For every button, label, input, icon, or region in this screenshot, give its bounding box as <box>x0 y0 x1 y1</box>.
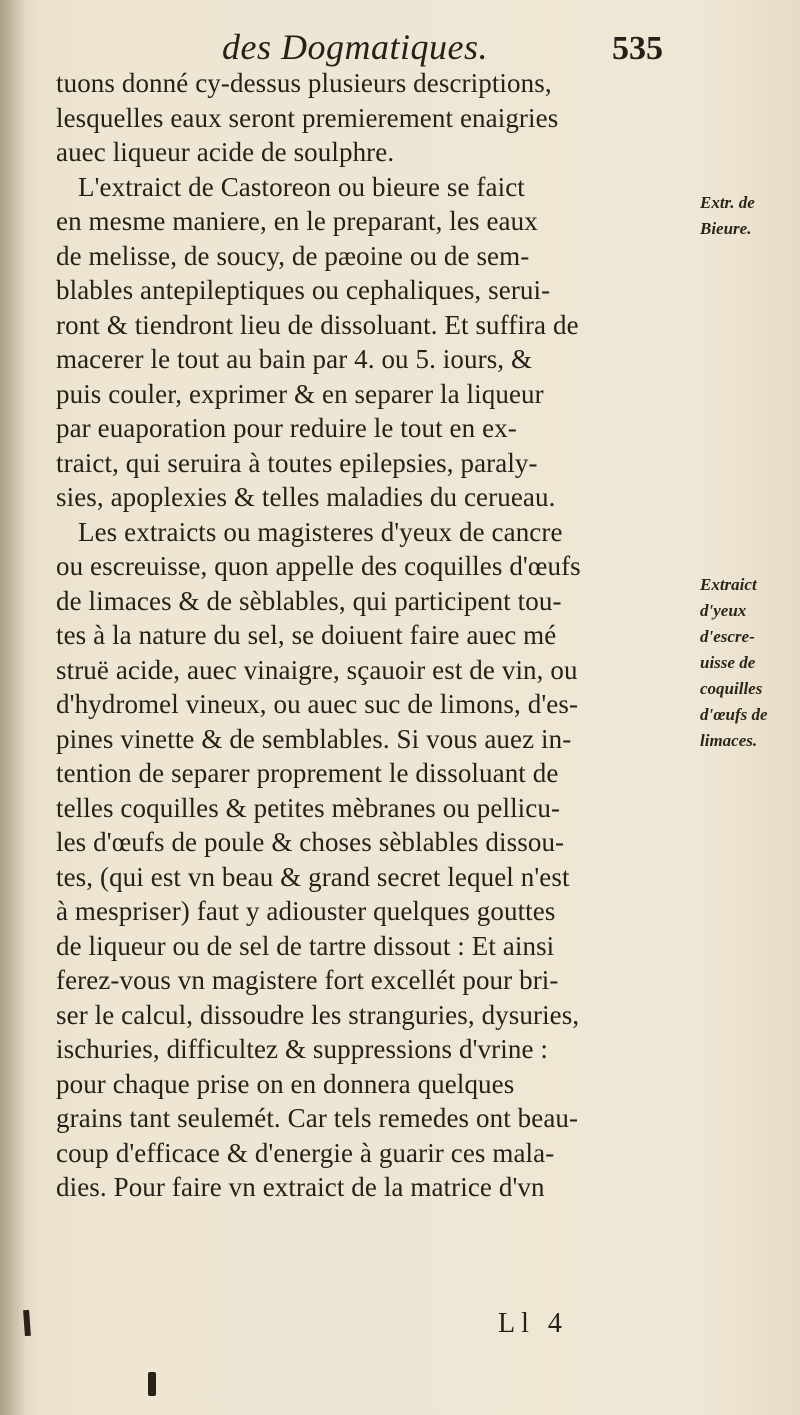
margin-note-line: Extr. de <box>700 193 755 212</box>
margin-note-line: d'escre- <box>700 627 755 646</box>
text-line: ferez-vous vn magistere fort excellét pour bri- <box>56 965 559 995</box>
text-line: tes, (qui est vn beau & grand secret lequel n'est <box>56 861 570 892</box>
text-line: d'hydromel vineux, ou auec suc de limons, d'es- <box>56 689 579 719</box>
margin-note-line: d'yeux <box>700 601 747 620</box>
text-line: macerer le tout au bain par 4. ou 5. iours, & <box>56 344 533 374</box>
text-line: à mespriser) faut y adiouster quelques gouttes <box>56 896 556 926</box>
margin-note-line: uisse de <box>700 653 756 672</box>
text-line: telles coquilles & petites mèbranes ou pellicu- <box>56 792 561 823</box>
margin-note-line: Extraict <box>700 575 757 594</box>
text-line: ischuries, difficultez & suppressions d'vrine : <box>56 1034 548 1064</box>
text-line: tention de separer proprement le dissoluant de <box>56 758 559 788</box>
text-line: ou escreuisse, quon appelle des coquilles d'œufs <box>56 551 581 581</box>
text-line: de limaces & de sèblables, qui participent tou- <box>56 585 562 616</box>
text-line: ser le calcul, dissoudre les stranguries, dysuries, <box>56 999 580 1030</box>
running-head <box>0 12 800 72</box>
margin-note-extraict <box>700 572 800 754</box>
text-line: Les extraicts ou magisteres d'yeux de cancre <box>78 516 563 547</box>
text-line: de liqueur ou de sel de tartre dissout : Et ainsi <box>56 930 555 961</box>
text-line: ront & tiendront lieu de dissoluant. Et suffira de <box>56 309 579 340</box>
text-line: coup d'efficace & d'energie à guarir ces mala- <box>56 1137 555 1168</box>
text-line: tuons donné cy-dessus plusieurs descriptions, <box>56 68 552 98</box>
ink-blot <box>148 1372 156 1396</box>
ink-mark <box>23 1310 31 1336</box>
margin-note-line: coquilles <box>700 679 763 698</box>
body-text <box>56 66 692 1205</box>
text-line: L'extraict de Castoreon ou bieure se faict <box>78 171 525 202</box>
text-line: dies. Pour faire vn extraict de la matrice d'vn <box>56 1172 545 1202</box>
text-line: par euaporation pour reduire le tout en ex- <box>56 413 517 443</box>
text-line: les d'œufs de poule & choses sèblables dissou- <box>56 827 565 857</box>
text-line: tes à la nature du sel, se doiuent faire auec mé <box>56 620 557 650</box>
text-line: traict, qui seruira à toutes epilepsies, paraly- <box>56 447 538 478</box>
text-line: blables antepileptiques ou cephaliques, serui- <box>56 275 551 305</box>
running-head-title: des Dogmatiques. <box>222 27 488 67</box>
gutter-shadow <box>0 0 26 1415</box>
text-line: auec liqueur acide de soulphre. <box>56 137 395 167</box>
text-line: pour chaque prise on en donnera quelques <box>56 1068 515 1099</box>
margin-note-line: limaces. <box>700 731 758 750</box>
text-line: en mesme maniere, en le preparant, les eaux <box>56 206 538 236</box>
text-line: grains tant seulemét. Car tels remedes ont beau- <box>56 1103 579 1133</box>
margin-note-bieure <box>700 190 800 242</box>
text-line: lesquelles eaux seront premierement enaigries <box>56 102 559 133</box>
page-number: 535 <box>612 30 663 67</box>
signature-mark: Ll 4 <box>498 1308 568 1339</box>
text-line: struë acide, auec vinaigre, sçauoir est de vin, ou <box>56 654 578 685</box>
margin-note-line: Bieure. <box>700 219 752 238</box>
margin-note-line: d'œufs de <box>700 705 768 724</box>
text-line: sies, apoplexies & telles maladies du cerueau. <box>56 482 556 512</box>
text-line: puis couler, exprimer & en separer la liqueur <box>56 378 544 409</box>
text-line: pines vinette & de semblables. Si vous auez in- <box>56 723 572 754</box>
text-line: de melisse, de soucy, de pæoine ou de sem- <box>56 240 530 271</box>
